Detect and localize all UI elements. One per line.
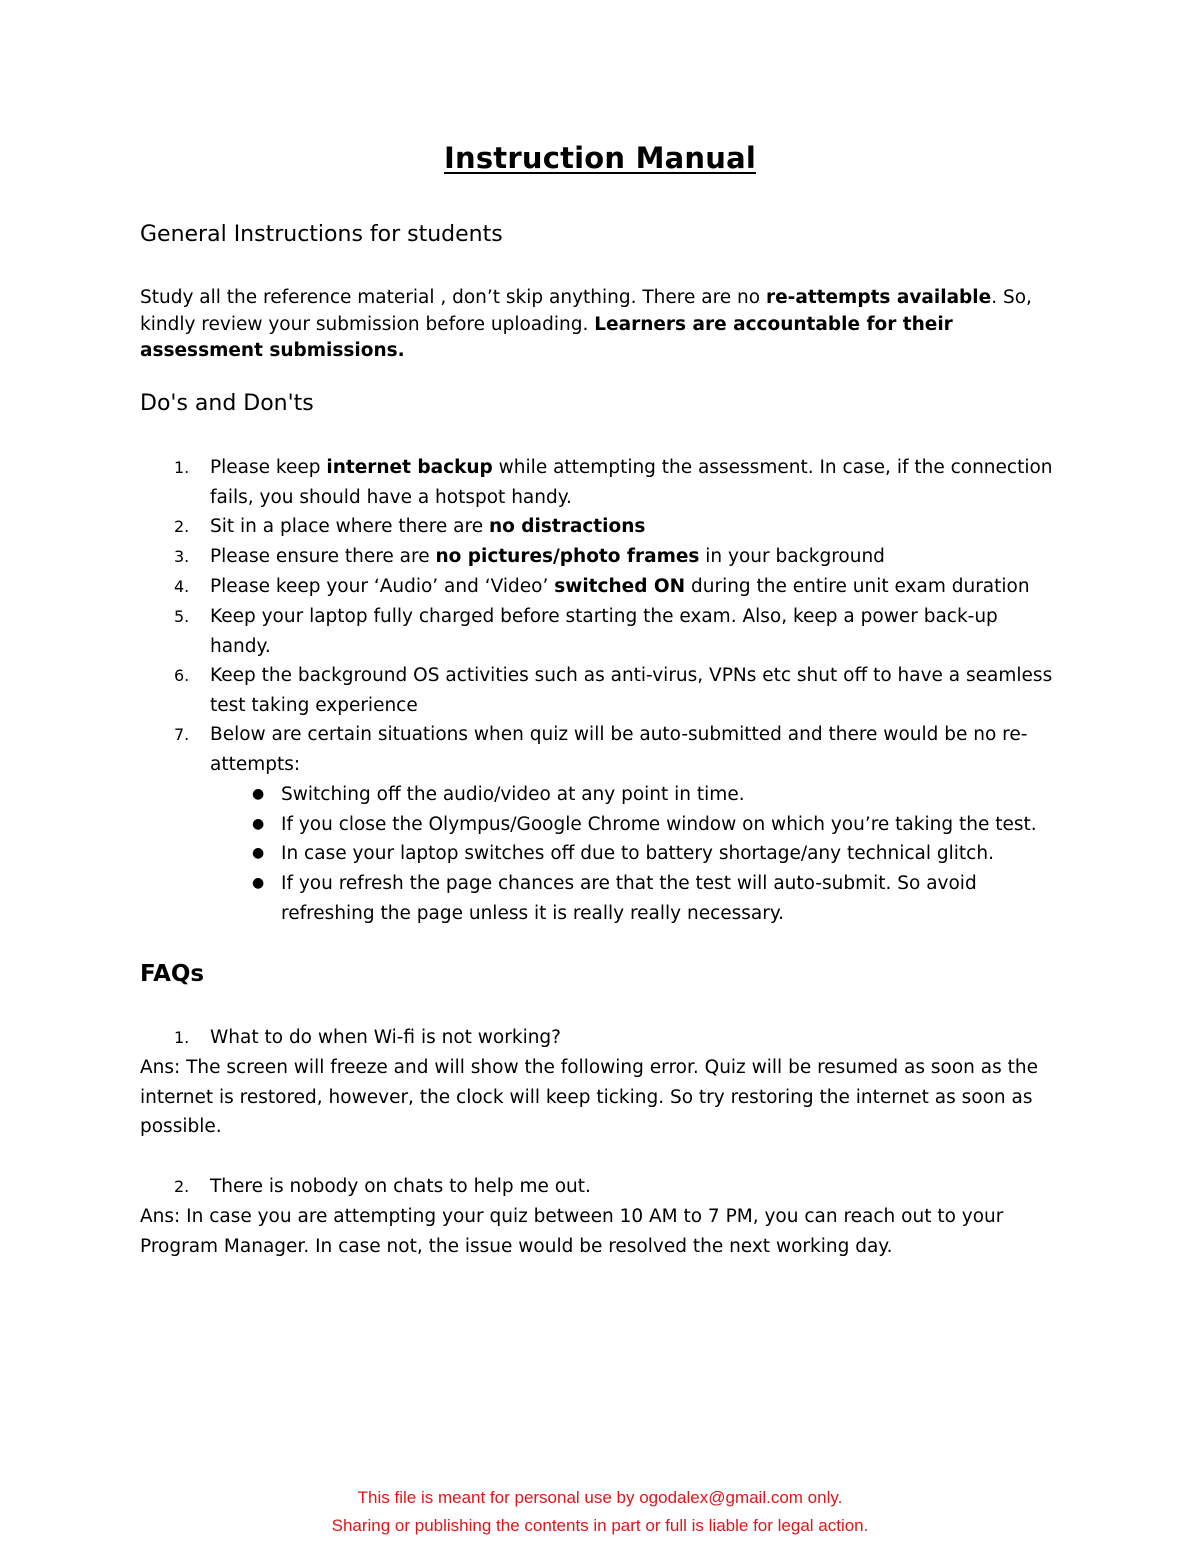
list-text: Below are certain situations when quiz will be auto-submitted and there would be no re-attempts: (210, 724, 1028, 775)
general-instructions-paragraph (140, 285, 1040, 365)
bullet-text: Switching off the audio/video at any point in time. (281, 784, 745, 805)
list-number: 1. (174, 458, 190, 477)
general-instructions-heading: General Instructions for students (140, 222, 503, 247)
faq-number: 1. (174, 1028, 190, 1047)
list-text: Keep your laptop fully charged before starting the exam. Also, keep a power back-up handy. (210, 606, 998, 657)
general-bold-1: re-attempts available (765, 287, 992, 308)
list-text: Please keep your ‘Audio’ and ‘Video’ switched ON during the entire unit exam duration (210, 576, 1030, 597)
footer-line-1: This file is meant for personal use by ogodalex@gmail.com only. (357, 1488, 843, 1507)
faq-answer: Ans: The screen will freeze and will show the following error. Quiz will be resumed as soon as the internet is restored, however, the clock will keep ticking. So try restoring the internet as soon as possible. (140, 1057, 1039, 1138)
bullet-icon: ● (252, 875, 265, 891)
general-bold-2: Learners are accountable for their assessment submissions. (140, 313, 953, 361)
footer-notice (0, 1484, 1200, 1540)
bullet-text: If you refresh the page chances are that the test will auto-submit. So avoid refreshing the page unless it is really really necessary. (281, 873, 977, 924)
list-number: 7. (174, 725, 190, 744)
footer-line-2: Sharing or publishing the contents in part or full is liable for legal action. (331, 1516, 869, 1535)
bullet-icon: ● (252, 786, 265, 802)
list-text: Sit in a place where there are no distractions (210, 516, 646, 537)
list-number: 6. (174, 666, 190, 685)
list-number: 5. (174, 607, 190, 626)
faq-question-text: What to do when Wi-fi is not working? (210, 1027, 561, 1048)
list-text: Please ensure there are no pictures/photo frames in your background (210, 546, 885, 567)
bullet-text: In case your laptop switches off due to battery shortage/any technical glitch. (281, 843, 994, 864)
list-text: Keep the background OS activities such as anti-virus, VPNs etc shut off to have a seamless test taking experience (210, 665, 1053, 716)
faq-number: 2. (174, 1177, 190, 1196)
general-text-1: Study all the reference material , don’t skip anything. There are no (140, 287, 766, 308)
bullet-icon: ● (252, 845, 265, 861)
faqs-heading: FAQs (140, 961, 205, 987)
general-text-2: . So, kindly review your submission before uploading. (140, 287, 1032, 335)
page-title: Instruction Manual (444, 141, 756, 175)
list-number: 3. (174, 547, 190, 566)
list-number: 4. (174, 577, 190, 596)
faq-answer: Ans: In case you are attempting your quiz between 10 AM to 7 PM, you can reach out to your Program Manager. In case not, the issue would be resolved the next working day. (140, 1206, 1004, 1257)
bullet-text: If you close the Olympus/Google Chrome window on which you’re taking the test. (281, 814, 1037, 835)
faq-question-text: There is nobody on chats to help me out. (210, 1176, 591, 1197)
list-number: 2. (174, 517, 190, 536)
dos-donts-heading: Do's and Don'ts (140, 391, 314, 416)
list-text: Please keep internet backup while attempting the assessment. In case, if the connection fails, you should have a hotspot handy. (210, 457, 1053, 508)
bullet-icon: ● (252, 816, 265, 832)
